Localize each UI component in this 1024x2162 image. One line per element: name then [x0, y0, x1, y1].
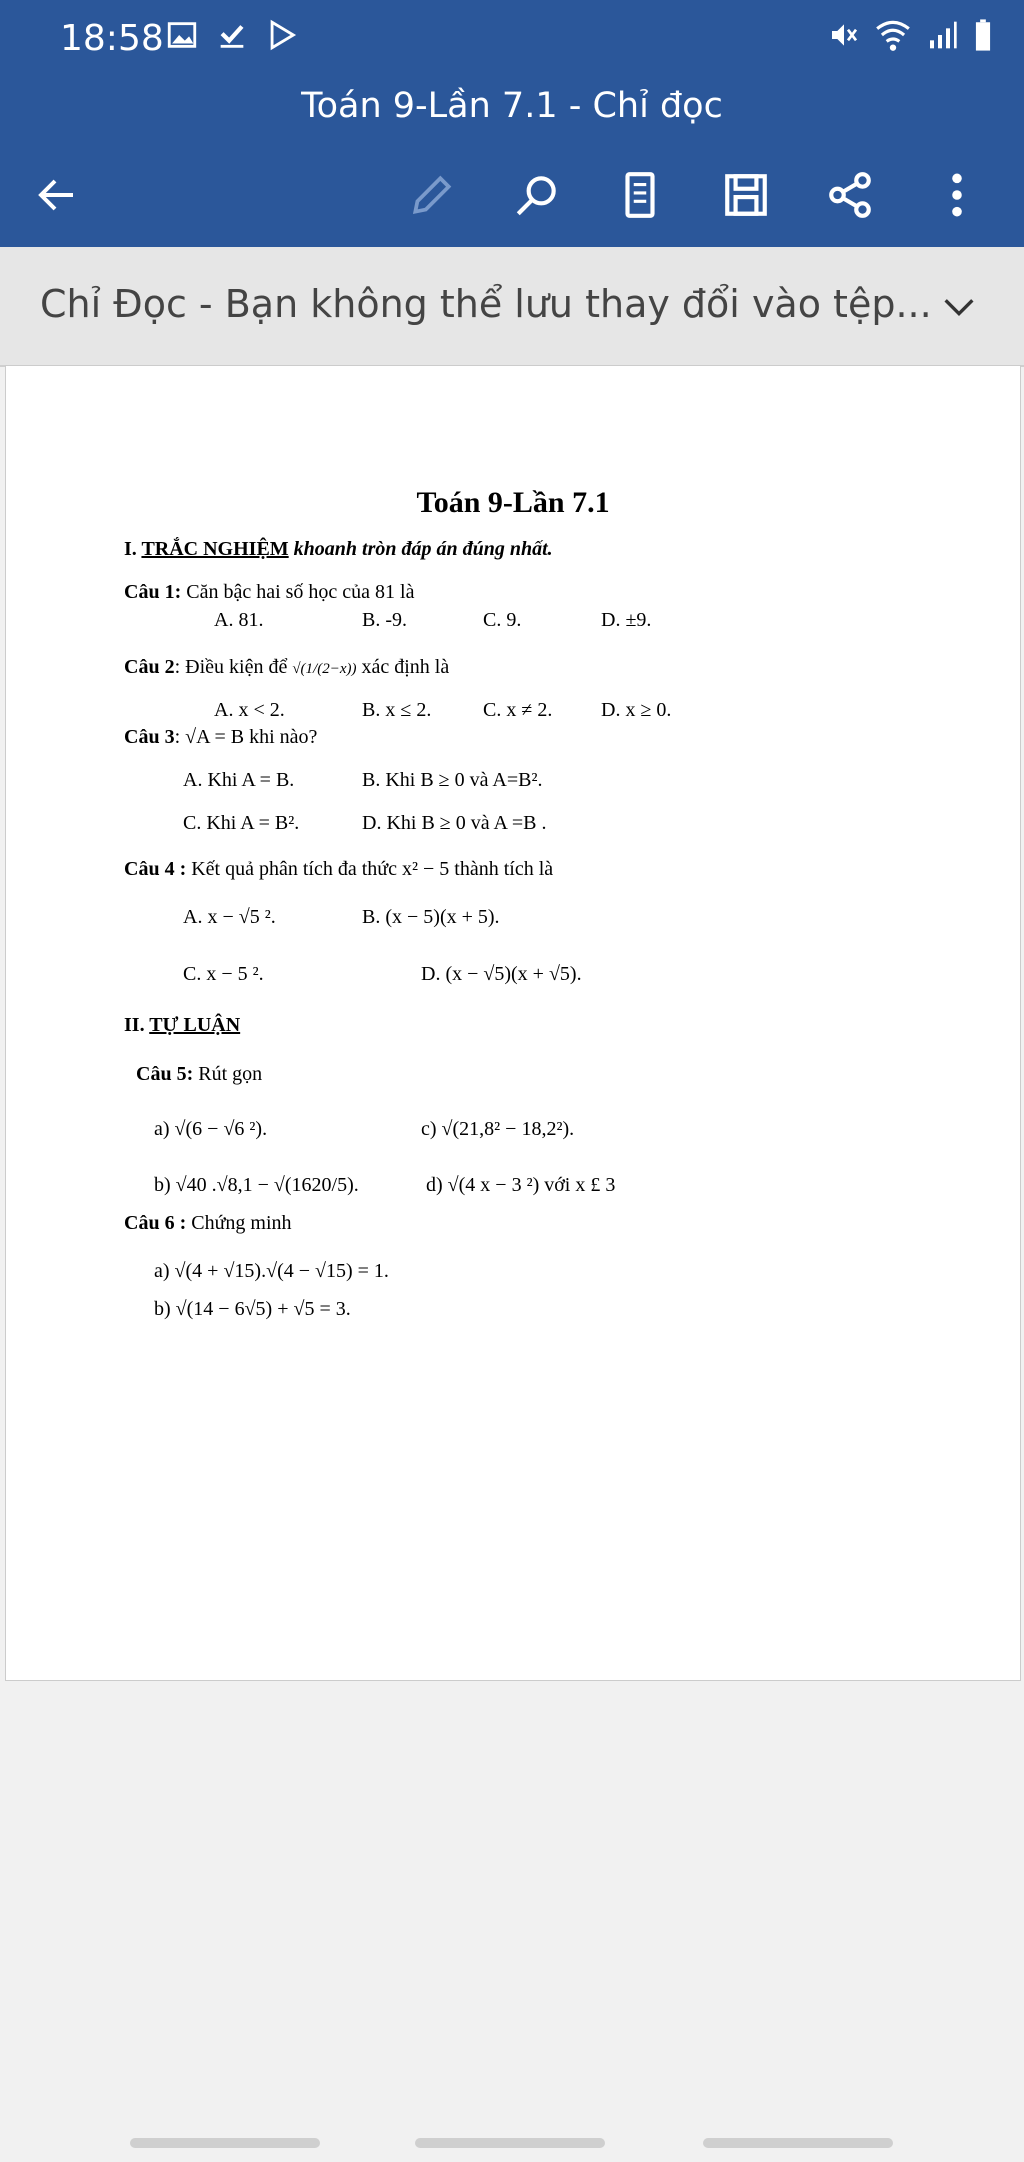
- toolbar: [0, 160, 1024, 230]
- back-arrow-icon: [33, 171, 81, 219]
- q2-option-d: D. x ≥ 0.: [601, 699, 672, 721]
- q5-label: Câu 5:: [136, 1063, 194, 1085]
- pencil-icon: [407, 170, 457, 220]
- q1-option-c: C. 9.: [483, 609, 522, 631]
- q4: [124, 858, 553, 881]
- mute-icon: [828, 19, 860, 51]
- q2-text-post: xác định là: [361, 656, 450, 678]
- read-only-banner[interactable]: [0, 247, 1024, 367]
- q1-label: Câu 1:: [124, 581, 182, 603]
- q2-option-b: B. x ≤ 2.: [362, 699, 432, 721]
- q3: [124, 726, 317, 749]
- q4-option-c: C. x − 5 ².: [183, 963, 264, 985]
- play-store-icon: [265, 18, 299, 52]
- save-button[interactable]: [711, 160, 781, 230]
- q3-option-d: D. Khi B ≥ 0 và A =B .: [362, 812, 547, 834]
- q2-expr: √(1/(2−x)): [292, 661, 357, 677]
- system-navigation-bar: [0, 2120, 1024, 2162]
- app-header: [0, 0, 1024, 247]
- doc-title: Toán 9-Lần 7.1: [416, 486, 610, 519]
- banner-text: Chỉ Đọc - Bạn không thể lưu thay đổi vào tệp...: [40, 282, 932, 326]
- save-icon: [721, 170, 771, 220]
- q2: [124, 656, 449, 679]
- q2-text-pre: : Điều kiện để: [174, 656, 288, 678]
- nav-back[interactable]: [703, 2138, 893, 2148]
- section2-heading: [124, 1014, 240, 1037]
- document-title: Toán 9-Lần 7.1 - Chỉ đọc: [301, 86, 723, 126]
- q5-item-c: c) √(21,8² − 18,2²).: [421, 1118, 575, 1140]
- battery-icon: [972, 18, 994, 52]
- q2-option-a: A. x < 2.: [214, 699, 285, 721]
- q5-text: Rút gọn: [198, 1063, 263, 1085]
- q5: [136, 1063, 262, 1086]
- q4-option-a: A. x − √5 ².: [183, 906, 276, 928]
- mobile-view-icon: [617, 170, 663, 220]
- section2-name: TỰ LUẬN: [149, 1014, 241, 1036]
- q6-item-b: b) √(14 − 6√5) + √5 = 3.: [154, 1298, 351, 1320]
- q3-label: Câu 3: [124, 726, 175, 748]
- q4-option-b: B. (x − 5)(x + 5).: [362, 906, 500, 928]
- q2-label: Câu 2: [124, 656, 175, 678]
- q6-label: Câu 6 :: [124, 1212, 187, 1234]
- section2-label: II.: [124, 1014, 145, 1036]
- q4-label: Câu 4 :: [124, 858, 187, 880]
- section1-label: I.: [124, 538, 137, 560]
- reading-view-button[interactable]: [605, 160, 675, 230]
- q5-item-a: a) √(6 − √6 ²).: [154, 1118, 268, 1140]
- q3-option-a: A. Khi A = B.: [183, 769, 295, 791]
- wifi-icon: [874, 19, 912, 51]
- document-page: [5, 365, 1021, 1681]
- q5-item-b: b) √40 .√8,1 − √(1620/5).: [154, 1174, 359, 1196]
- status-system: [828, 18, 994, 52]
- edit-button[interactable]: [397, 160, 467, 230]
- q1-option-d: D. ±9.: [601, 609, 652, 631]
- share-button[interactable]: [815, 160, 885, 230]
- q1-option-a: A. 81.: [214, 609, 264, 631]
- search-icon: [512, 170, 562, 220]
- q4-option-d: D. (x − √5)(x + √5).: [421, 963, 582, 985]
- back-button[interactable]: [22, 160, 92, 230]
- more-options-button[interactable]: [922, 160, 992, 230]
- q1: [124, 581, 415, 604]
- q2-option-c: C. x ≠ 2.: [483, 699, 553, 721]
- q3-text: : √A = B khi nào?: [174, 726, 318, 748]
- share-icon: [825, 170, 875, 220]
- q3-option-b: B. Khi B ≥ 0 và A=B².: [362, 769, 543, 791]
- q6: [124, 1212, 292, 1235]
- nav-recents[interactable]: [130, 2138, 320, 2148]
- nav-home[interactable]: [415, 2138, 605, 2148]
- q6-text: Chứng minh: [191, 1212, 292, 1234]
- q5-item-d: d) √(4 x − 3 ²) với x £ 3: [426, 1174, 616, 1196]
- q4-text: Kết quả phân tích đa thức x² − 5 thành tích là: [191, 858, 554, 880]
- status-time: 18:58: [60, 18, 164, 59]
- download-done-icon: [215, 18, 249, 52]
- q3-option-c: C. Khi A = B².: [183, 812, 300, 834]
- status-notifications: [165, 18, 299, 52]
- signal-icon: [926, 19, 958, 51]
- q1-option-b: B. -9.: [362, 609, 407, 631]
- section1-desc: khoanh tròn đáp án đúng nhất.: [293, 538, 553, 560]
- search-button[interactable]: [502, 160, 572, 230]
- q1-text: Căn bậc hai số học của 81 là: [186, 581, 415, 603]
- more-vert-icon: [937, 170, 977, 220]
- section1-heading: [124, 538, 553, 561]
- chevron-down-icon[interactable]: [939, 287, 979, 327]
- q6-item-a: a) √(4 + √15).√(4 − √15) = 1.: [154, 1260, 389, 1282]
- section1-name: TRẮC NGHIỆM: [141, 538, 289, 560]
- gallery-icon: [165, 18, 199, 52]
